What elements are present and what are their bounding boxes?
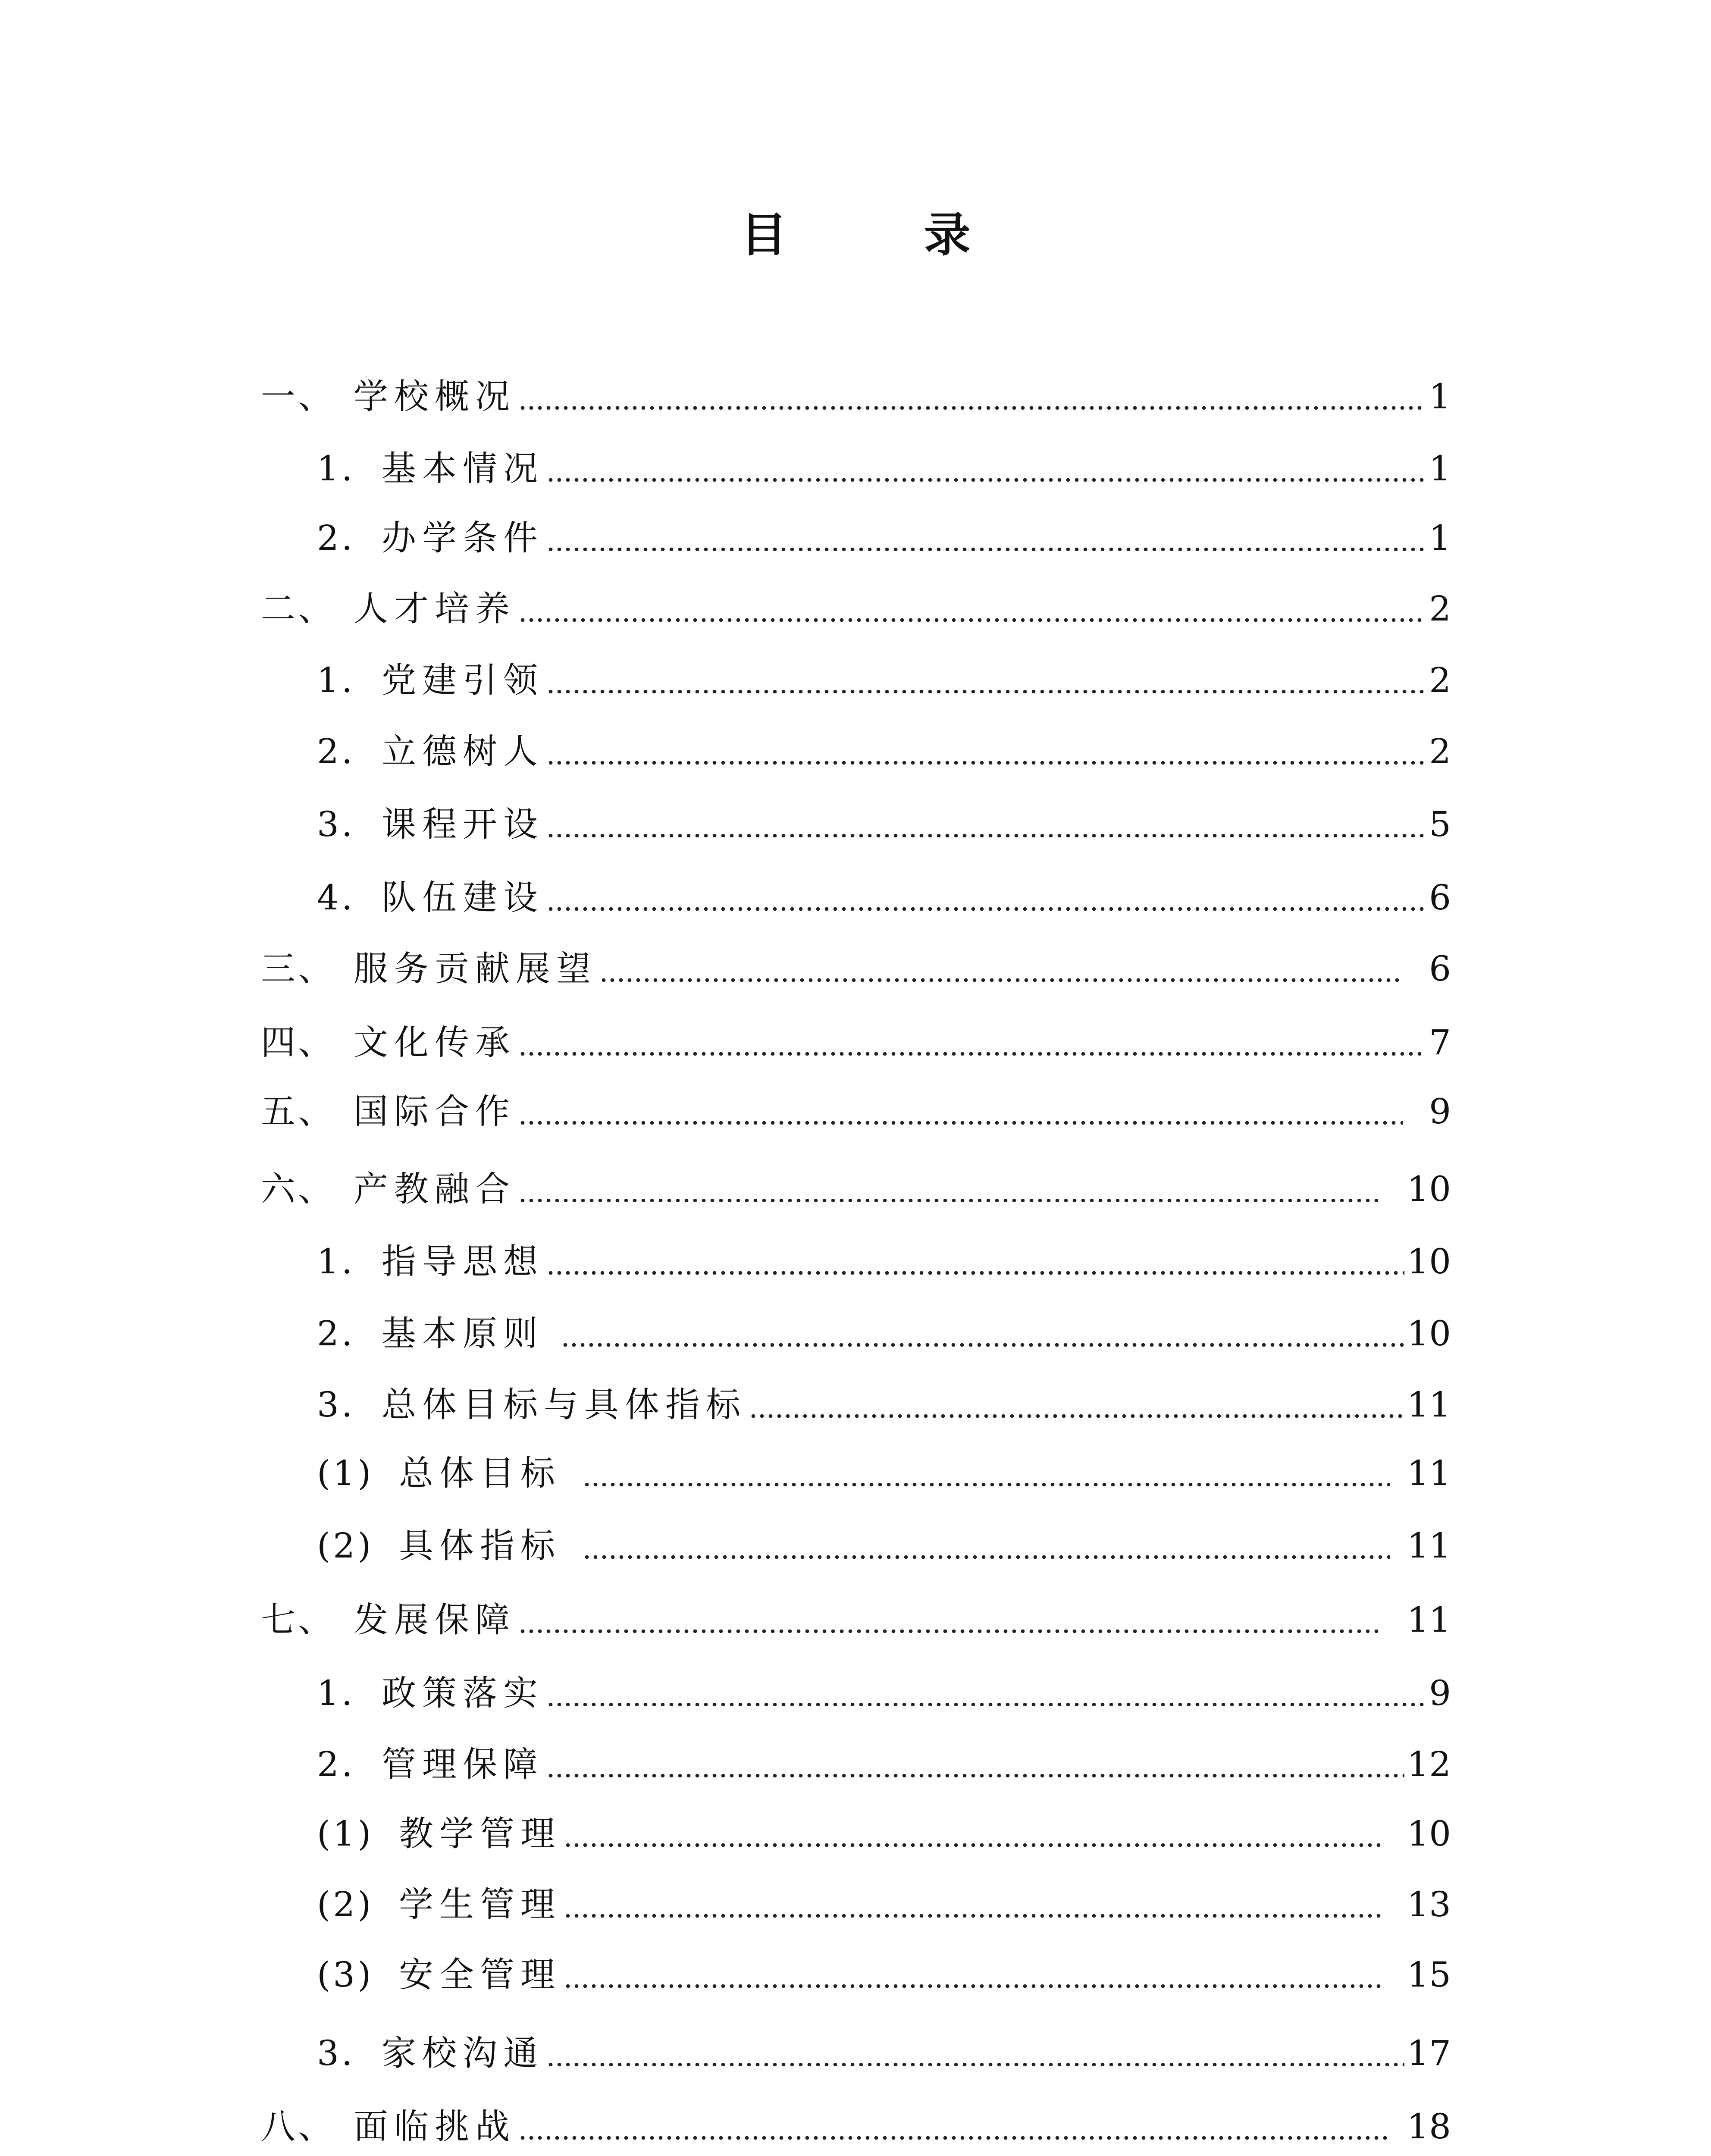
toc-entry-text: 人才培养: [354, 589, 516, 629]
toc-entry-page: 13: [1407, 1884, 1451, 1924]
toc-entry-number: 二、: [261, 589, 335, 629]
toc-entry-number: 2.: [317, 518, 355, 558]
dot-leader: [518, 1630, 1381, 1633]
toc-entry[interactable]: [317, 1949, 1451, 2001]
toc-entry-text: 学生管理: [399, 1884, 561, 1924]
toc-entry-number: 2.: [317, 731, 355, 771]
toc-entry[interactable]: [317, 443, 1451, 495]
toc-entry[interactable]: [317, 726, 1451, 777]
toc-entry-page: 1: [1429, 448, 1451, 489]
toc-entry-number: (3): [317, 1955, 374, 1995]
toc-entry[interactable]: [317, 655, 1451, 706]
dot-leader: [561, 1343, 1404, 1347]
toc-entry-page: 10: [1407, 1169, 1451, 1209]
toc-entry-text: 基本原则: [382, 1313, 544, 1354]
toc-entry-number: 4.: [317, 877, 355, 918]
toc-entry[interactable]: [261, 943, 1451, 995]
toc-entry-page: 6: [1429, 877, 1451, 918]
dot-leader: [546, 1703, 1426, 1706]
toc-entry-number: 五、: [261, 1091, 335, 1131]
toc-entry[interactable]: [317, 1520, 1451, 1572]
toc-entry-page: 17: [1407, 2033, 1451, 2073]
toc-entry-page: 11: [1407, 1385, 1451, 1425]
dot-leader: [564, 1984, 1381, 1988]
toc-entry-page: 11: [1407, 1600, 1451, 1640]
toc-entry[interactable]: [317, 1448, 1451, 1499]
toc-entry-page: 5: [1429, 804, 1451, 844]
toc-entry-number: 1.: [317, 448, 355, 489]
dot-leader: [546, 478, 1426, 482]
toc-entry-page: 10: [1407, 1241, 1451, 1282]
toc-entry-page: 18: [1407, 2106, 1451, 2147]
toc-entry-page: 9: [1429, 1091, 1451, 1131]
toc-entry[interactable]: [261, 371, 1451, 423]
dot-leader: [546, 1774, 1404, 1777]
toc-entry-page: 9: [1429, 1673, 1451, 1713]
toc-entry-number: 3.: [317, 1385, 355, 1425]
toc-entry[interactable]: [261, 583, 1451, 635]
dot-leader: [546, 2063, 1404, 2066]
toc-entry-text: 基本情况: [382, 448, 544, 489]
toc-entry-number: 1.: [317, 1241, 355, 1282]
toc-entry-page: 11: [1407, 1526, 1451, 1566]
toc-entry[interactable]: [261, 1163, 1451, 1215]
toc-entry-text: 教学管理: [399, 1814, 561, 1854]
toc-entry-text: 政策落实: [382, 1673, 544, 1713]
dot-leader: [518, 406, 1426, 410]
toc-entry-page: 2: [1429, 589, 1451, 629]
toc-entry[interactable]: [317, 1879, 1451, 1930]
dot-leader: [518, 618, 1426, 622]
toc-entry-number: 2.: [317, 1313, 355, 1354]
dot-leader: [518, 2136, 1390, 2140]
toc-entry[interactable]: [317, 1667, 1451, 1719]
dot-leader: [518, 1199, 1381, 1202]
toc-entry[interactable]: [317, 1236, 1451, 1288]
toc-entry-text: 管理保障: [382, 1744, 544, 1784]
dot-leader: [518, 1121, 1403, 1125]
toc-entry-number: (1): [317, 1453, 374, 1493]
toc-entry-number: (1): [317, 1814, 374, 1854]
dot-leader: [546, 690, 1426, 693]
dot-leader: [564, 1914, 1381, 1918]
toc-entry-number: 七、: [261, 1600, 335, 1640]
toc-entry[interactable]: [261, 1594, 1451, 1646]
toc-entry-text: 课程开设: [382, 804, 544, 844]
toc-entry-text: 产教融合: [354, 1169, 516, 1209]
toc-entry-number: 1.: [317, 660, 355, 700]
dot-leader: [546, 834, 1426, 837]
toc-entry-text: 安全管理: [399, 1955, 561, 1995]
toc-entry-page: 1: [1429, 376, 1451, 417]
toc-entry-text: 文化传承: [354, 1022, 516, 1062]
toc-title: 目 录: [740, 208, 1031, 262]
toc-entry-number: (2): [317, 1526, 374, 1566]
toc-entry-text: 发展保障: [354, 1600, 516, 1640]
toc-entry-text: 总体目标与具体指标: [382, 1385, 746, 1425]
toc-entry-text: 立德树人: [382, 731, 544, 771]
toc-entry-text: 学校概况: [354, 376, 516, 417]
toc-entry[interactable]: [317, 872, 1451, 924]
dot-leader: [546, 1271, 1404, 1275]
toc-entry[interactable]: [317, 799, 1451, 850]
toc-entry-number: 2.: [317, 1744, 355, 1784]
toc-entry[interactable]: [317, 1739, 1451, 1790]
dot-leader: [546, 761, 1426, 765]
toc-entry-text: 国际合作: [354, 1091, 516, 1131]
toc-entry[interactable]: [317, 1379, 1451, 1431]
toc-entry[interactable]: [317, 1808, 1451, 1860]
toc-entry-number: 四、: [261, 1022, 335, 1062]
toc-entry-page: 2: [1429, 731, 1451, 771]
toc-entry[interactable]: [317, 512, 1451, 564]
dot-leader: [583, 1555, 1390, 1559]
toc-entry-page: 10: [1407, 1814, 1451, 1854]
toc-entry[interactable]: [261, 1086, 1451, 1138]
toc-entry-text: 家校沟通: [382, 2033, 544, 2073]
toc-entry-text: 党建引领: [382, 660, 544, 700]
toc-entry-page: 12: [1407, 1744, 1451, 1784]
toc-entry[interactable]: [261, 1017, 1451, 1069]
toc-entry-text: 办学条件: [382, 518, 544, 558]
toc-entry-text: 具体指标: [399, 1526, 561, 1566]
toc-entry-page: 2: [1429, 660, 1451, 700]
toc-entry-page: 7: [1429, 1022, 1451, 1062]
dot-leader: [564, 1843, 1381, 1847]
toc-entry-page: 11: [1407, 1453, 1451, 1493]
dot-leader: [583, 1483, 1390, 1486]
toc-entry[interactable]: [317, 1308, 1451, 1360]
dot-leader: [599, 978, 1403, 982]
toc-entry-number: 八、: [261, 2106, 335, 2147]
toc-entry-number: 3.: [317, 2033, 355, 2073]
toc-entry-number: 一、: [261, 376, 335, 417]
toc-entry-text: 队伍建设: [382, 877, 544, 918]
toc-entry-page: 10: [1407, 1313, 1451, 1354]
toc-entry-text: 面临挑战: [354, 2106, 516, 2147]
toc-entry-number: 3.: [317, 804, 355, 844]
toc-entry-text: 指导思想: [382, 1241, 544, 1282]
toc-entry[interactable]: [317, 2028, 1451, 2079]
toc-entry-page: 1: [1429, 518, 1451, 558]
toc-entry-page: 15: [1407, 1955, 1451, 1995]
toc-entry-text: 总体目标: [399, 1453, 561, 1493]
toc-entry-number: 六、: [261, 1169, 335, 1209]
dot-leader: [546, 907, 1426, 911]
toc-entry-number: 1.: [317, 1673, 355, 1713]
dot-leader: [546, 548, 1426, 551]
toc-entry[interactable]: [261, 2101, 1451, 2153]
toc-entry-number: (2): [317, 1884, 374, 1924]
toc-entry-page: 6: [1429, 949, 1451, 989]
toc-entry-number: 三、: [261, 949, 335, 989]
dot-leader: [518, 1052, 1426, 1056]
toc-entry-text: 服务贡献展望: [354, 949, 597, 989]
dot-leader: [749, 1414, 1404, 1418]
